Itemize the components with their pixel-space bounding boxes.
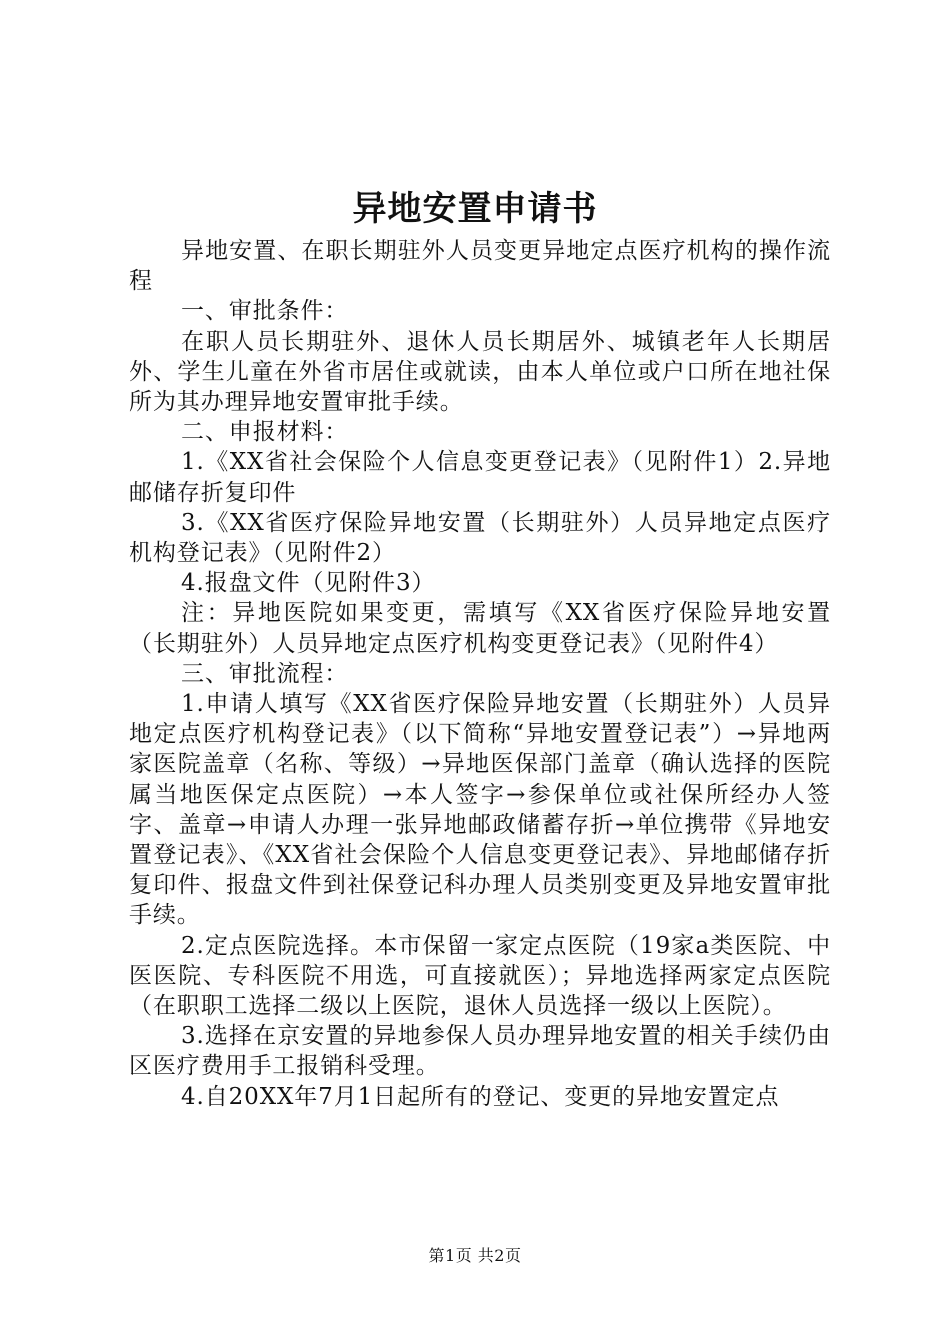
process-step-1: 1.申请人填写《XX省医疗保险异地安置（长期驻外）人员异地定点医疗机构登记表》（以下简称“异地安置登记表”）→异地两家医院盖章（名称、等级）→异地医保部门盖章（确认选择的医院属当地医保定点医院）→本人签字→参保单位或社保所经办人签字、盖章→申请人办理一张异地邮政储蓄存折→单位携带《异地安置登记表》、《XX省社会保险个人信息变更登记表》、异地邮储存折复印件、报盘文件到社保登记科办理人员类别变更及异地安置审批手续。 bbox=[129, 691, 831, 929]
paragraph-intro: 异地安置、在职长期驻外人员变更异地定点医疗机构的操作流程 bbox=[129, 238, 831, 295]
process-step-3: 3.选择在京安置的异地参保人员办理异地安置的相关手续仍由区医疗费用手工报销科受理。 bbox=[129, 1023, 831, 1080]
material-item-4: 4.报盘文件（见附件3） bbox=[181, 570, 436, 597]
material-item-3: 3.《XX省医疗保险异地安置（长期驻外）人员异地定点医疗机构登记表》（见附件2） bbox=[129, 509, 831, 567]
material-item-1: 1.《XX省社会保险个人信息变更登记表》（见附件1）2.异地邮储存折复印件 bbox=[129, 449, 831, 506]
process-step-4: 4.自20XX年7月1日起所有的登记、变更的异地安置定点 bbox=[181, 1083, 780, 1110]
document-title: 异地安置申请书 bbox=[352, 189, 598, 229]
heading-materials: 二、申报材料： bbox=[181, 419, 349, 446]
paragraph-conditions: 在职人员长期驻外、退休人员长期居外、城镇老年人长期居外、学生儿童在外省市居住或就读，由本人单位或户口所在地社保所为其办理异地安置审批手续。 bbox=[129, 328, 831, 416]
material-note: 注：异地医院如果变更，需填写《XX省医疗保险异地安置（长期驻外）人员异地定点医疗机构变更登记表》（见附件4） bbox=[129, 600, 831, 657]
document-body bbox=[129, 236, 831, 1112]
heading-approval-conditions: 一、审批条件： bbox=[181, 298, 349, 325]
heading-process: 三、审批流程： bbox=[181, 660, 349, 687]
page-footer: 第1页 共2页 bbox=[428, 1246, 522, 1265]
process-step-2: 2.定点医院选择。本市保留一家定点医院（19家a类医院、中医医院、专科医院不用选，可直接就医）；异地选择两家定点医院（在职职工选择二级以上医院，退休人员选择一级以上医院）。 bbox=[129, 932, 831, 1020]
